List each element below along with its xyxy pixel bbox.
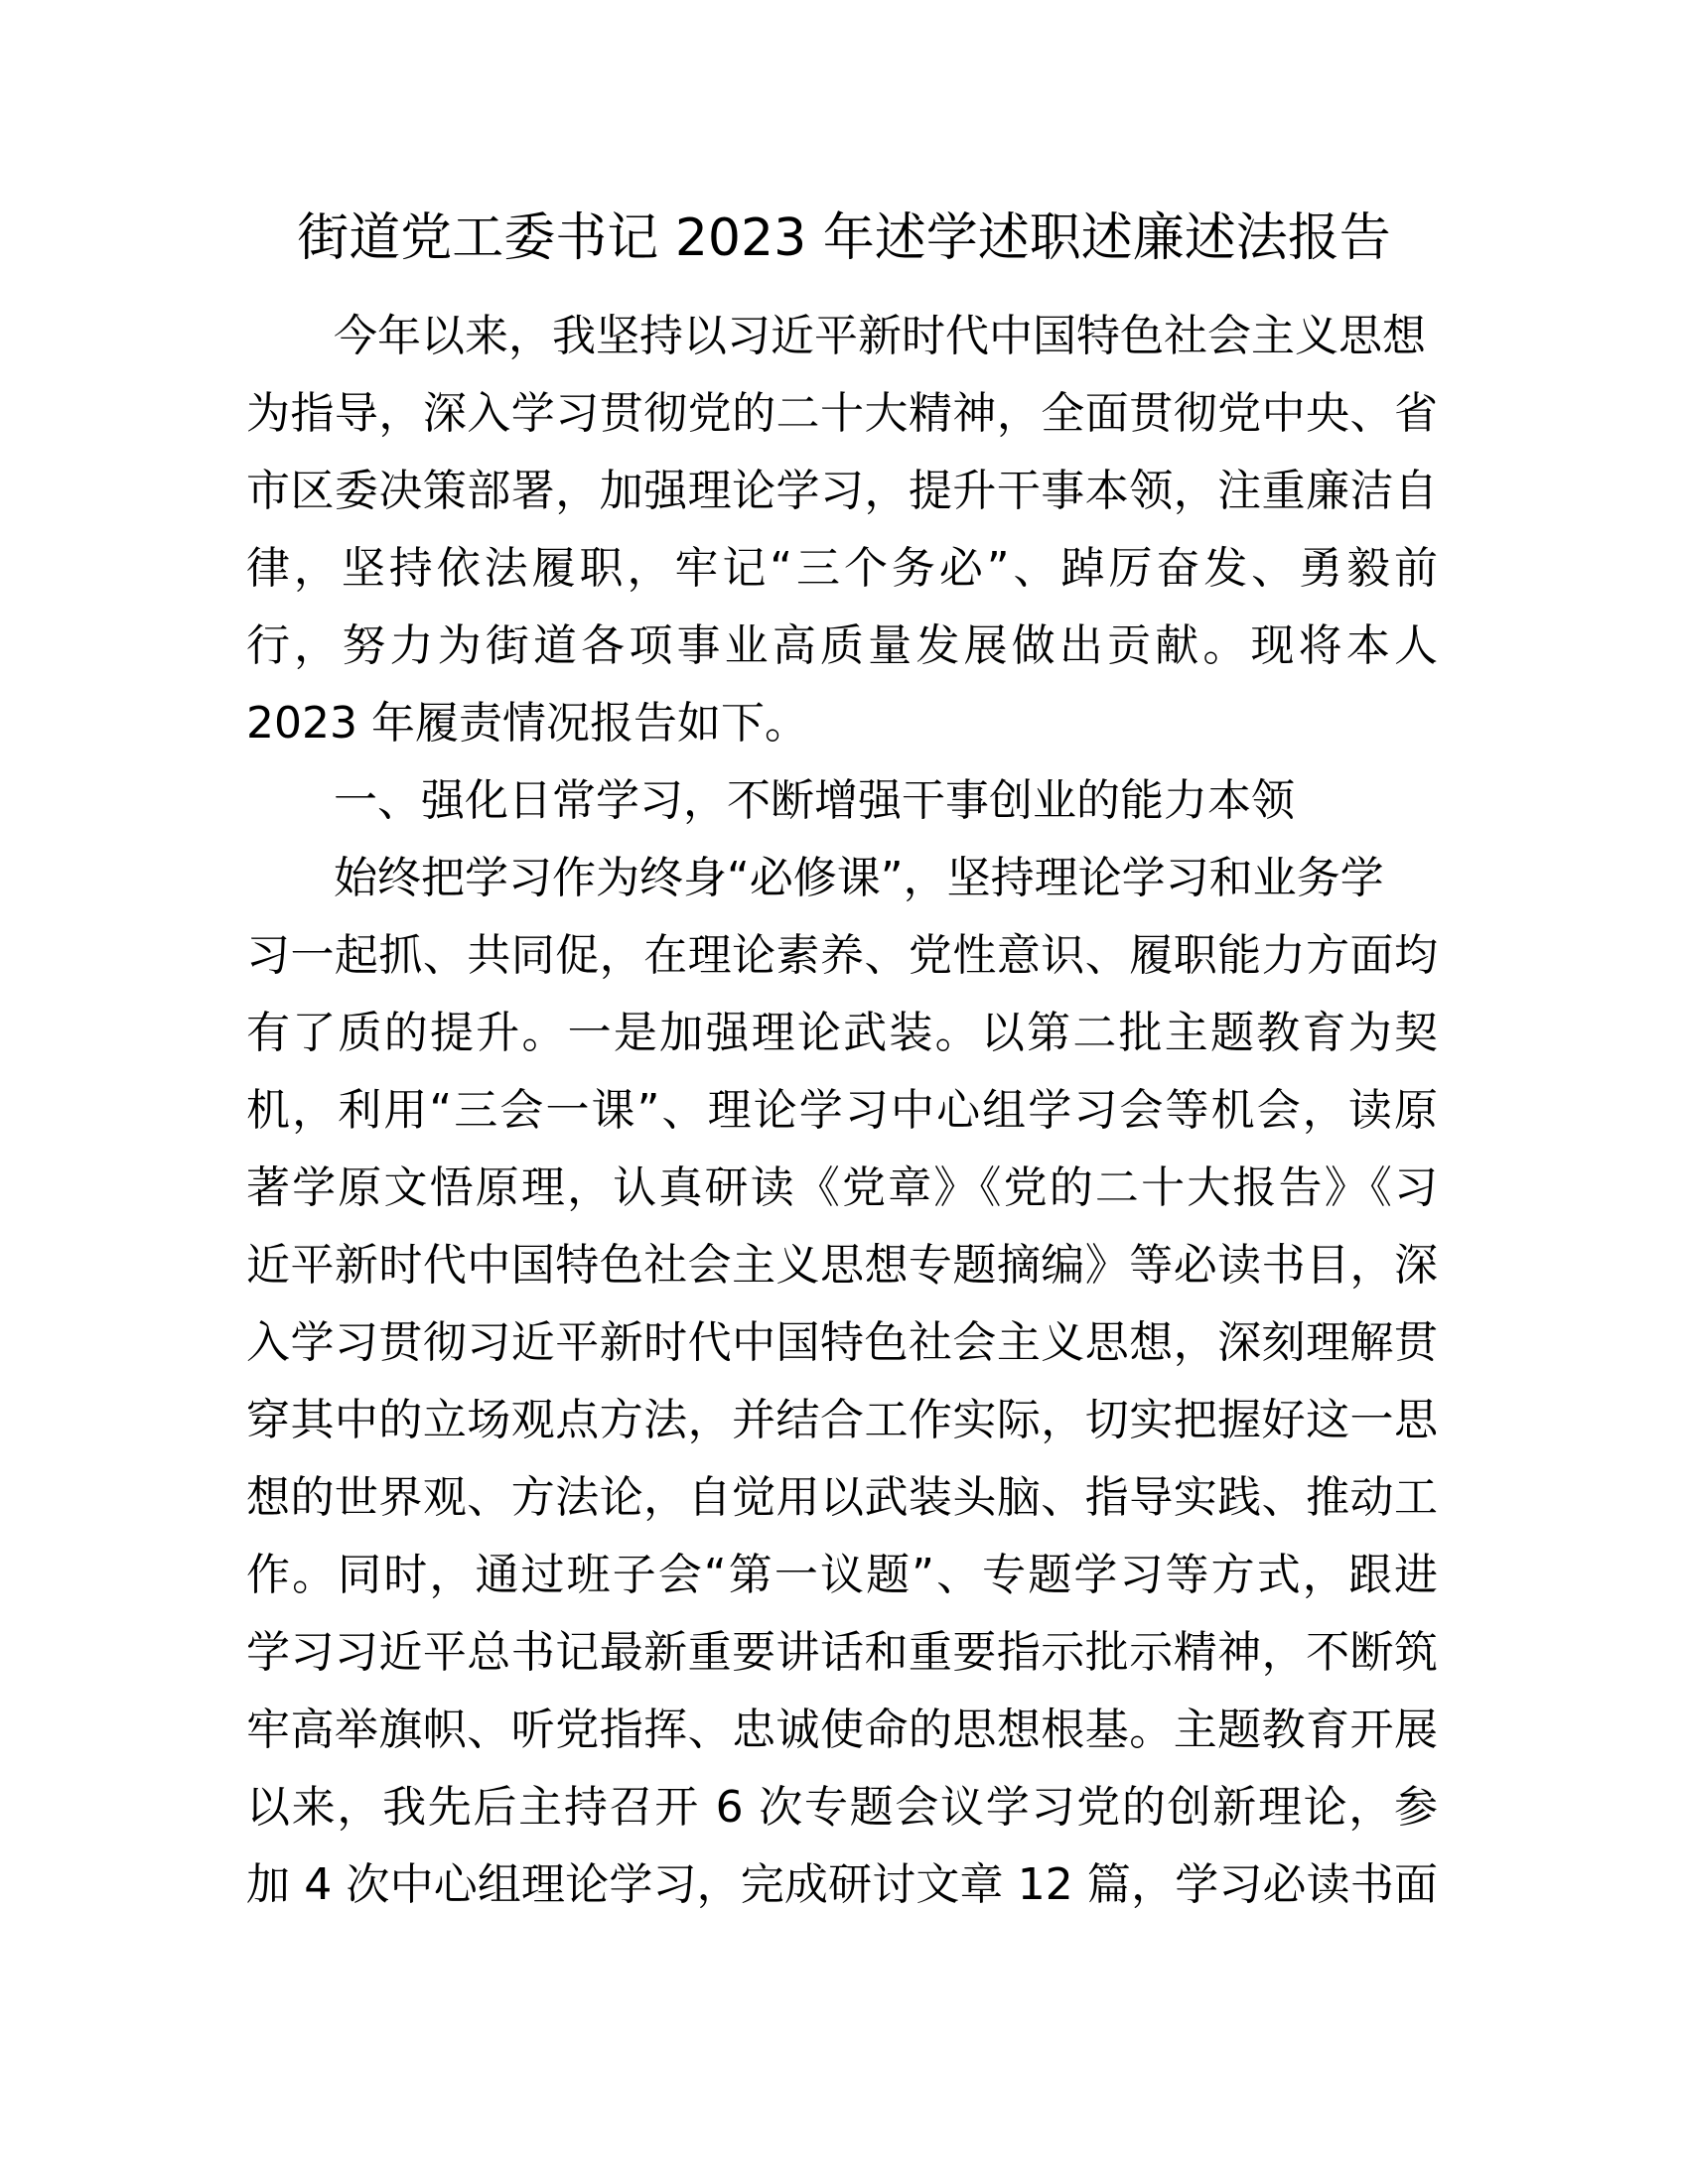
paragraph-line: 2023 年履责情况报告如下。 — [246, 698, 808, 749]
paragraph-line: 入学习贯彻习近平新时代中国特色社会主义思想，深刻理解贯 — [246, 1317, 1438, 1368]
paragraph-line: 有了质的提升。一是加强理论武装。以第二批主题教育为契 — [246, 1008, 1438, 1058]
paragraph-line: 以来，我先后主持召开 6 次专题会议学习党的创新理论，参 — [246, 1782, 1438, 1833]
document-title: 街道党工委书记 2023 年述学述职述廉述法报告 — [297, 208, 1391, 268]
paragraph-line: 想的世界观、方法论，自觉用以武装头脑、指导实践、推动工 — [246, 1472, 1438, 1523]
paragraph-line: 行，努力为街道各项事业高质量发展做出贡献。现将本人 — [246, 620, 1438, 671]
section-heading: 一、强化日常学习，不断增强干事创业的能力本领 — [334, 775, 1295, 826]
paragraph-line: 今年以来，我坚持以习近平新时代中国特色社会主义思想 — [334, 311, 1426, 361]
paragraph-line: 学习习近平总书记最新重要讲话和重要指示批示精神，不断筑 — [246, 1627, 1438, 1678]
paragraph-line: 机，利用“三会一课”、理论学习中心组学习会等机会，读原 — [246, 1085, 1438, 1136]
paragraph-line: 始终把学习作为终身“必修课”，坚持理论学习和业务学 — [334, 853, 1384, 903]
paragraph-line: 穿其中的立场观点方法，并结合工作实际，切实把握好这一思 — [246, 1395, 1438, 1445]
document-body — [246, 298, 1438, 1924]
paragraph-line: 牢高举旗帜、听党指挥、忠诚使命的思想根基。主题教育开展 — [246, 1705, 1438, 1755]
paragraph-line: 为指导，深入学习贯彻党的二十大精神，全面贯彻党中央、省 — [246, 388, 1438, 439]
paragraph-line: 律，坚持依法履职，牢记“三个务必”、踔厉奋发、勇毅前 — [246, 543, 1438, 594]
paragraph-line: 习一起抓、共同促，在理论素养、党性意识、履职能力方面均 — [246, 930, 1438, 981]
paragraph-line: 近平新时代中国特色社会主义思想专题摘编》等必读书目，深 — [246, 1240, 1438, 1291]
paragraph-line: 著学原文悟原理，认真研读《党章》《党的二十大报告》《习 — [246, 1162, 1438, 1213]
paragraph-line: 市区委决策部署，加强理论学习，提升干事本领，注重廉洁自 — [246, 466, 1438, 516]
paragraph-line: 加 4 次中心组理论学习，完成研讨文章 12 篇，学习必读书面 — [246, 1859, 1438, 1910]
paragraph-line: 作。同时，通过班子会“第一议题”、专题学习等方式，跟进 — [246, 1550, 1438, 1600]
